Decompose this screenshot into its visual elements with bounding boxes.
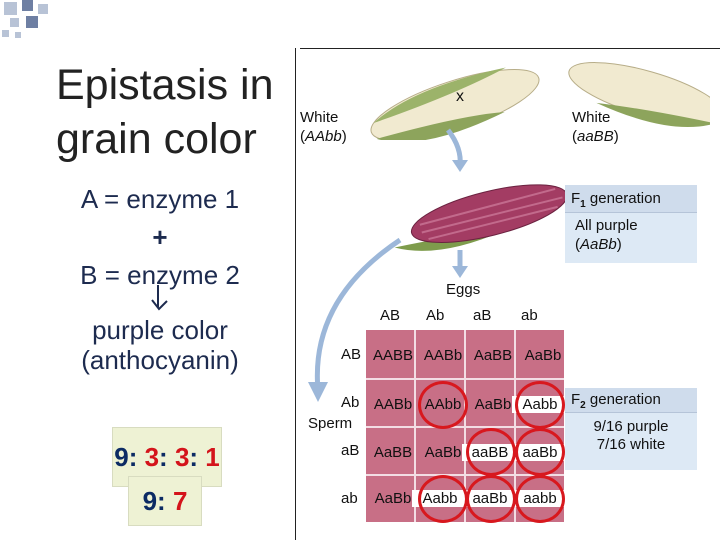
grid-line [366,378,564,380]
sperm-gamete: AB [338,345,364,364]
ratio-part: 3 [144,442,160,472]
sperm-gamete: ab [338,489,361,508]
punnett-cell: AABb [423,347,463,364]
f1-header-sub: 1 [580,199,586,210]
punnett-cell: AAbb [424,396,462,413]
punnett-cell: Aabb [412,490,468,507]
egg-gamete: AB [377,306,403,325]
punnett-cell: aaBb [462,490,518,507]
ratio-part: 9 [142,486,158,516]
f1-header [565,185,697,213]
parent-right-label: White (aaBB) [572,109,619,145]
highlight-circle [418,381,468,429]
ratio-part: 9 [114,442,129,472]
f1-panel [565,185,697,263]
punnett-cell: AaBb [524,347,562,364]
enzyme-pathway [60,180,260,294]
f1-desc-line: All purple [575,217,638,234]
highlight-circle [515,428,565,476]
f2-panel [565,388,697,470]
punnett-cell: AaBB [373,444,413,461]
divider-horizontal [300,48,720,49]
punnett-cell: aaBB [462,444,518,461]
title-line-2: grain color [56,115,257,163]
punnett-cell: aaBb [512,444,568,461]
eggs-label: Eggs [446,281,481,298]
title-line-1: Epistasis in [56,61,274,109]
sperm-label: Sperm [308,415,353,432]
result-line-2: (anthocyanin) [81,345,239,375]
f2-white-fraction: 7/16 white [596,436,666,453]
parent-left-color: White [300,109,339,126]
slide-title [56,58,273,166]
highlight-circle [418,475,468,523]
purple-corn-image [380,178,580,258]
ratio-part: 7 [172,486,188,516]
ratio-part: 1 [205,442,220,472]
punnett-cell: aabb [512,490,568,507]
punnett-cell: AaBb [474,396,512,413]
highlight-circle [515,381,565,429]
pigment-result [40,315,280,375]
egg-gamete: Ab [423,306,447,325]
arrow-down-icon [450,250,480,280]
ratio-sep: : [189,442,206,472]
punnett-cell: AaBb [424,444,462,461]
parent-right-color: White [572,109,611,126]
sperm-gamete: Ab [338,393,362,412]
f1-description: All purple (AaBb) [575,217,638,253]
f2-header-suffix: generation [585,391,661,408]
highlight-circle [466,428,516,476]
plus-sign: + [152,222,168,252]
cross-symbol: x [456,88,464,105]
parent-right-genotype: aaBB [577,128,614,145]
sperm-gamete: aB [338,441,362,460]
punnett-cell: AABb [373,396,413,413]
f2-description [565,418,697,454]
highlight-circle [515,475,565,523]
f1-header-suffix: generation [585,190,661,207]
divider-vertical [295,48,296,540]
enzyme-1-label: A = enzyme 1 [80,184,240,214]
arrow-down-icon [440,128,480,173]
enzyme-2-label: B = enzyme 2 [80,260,240,290]
egg-gamete: ab [518,306,541,325]
parent-left-label: White (AAbb) [300,109,347,145]
parent-left-genotype: AAbb [305,128,342,145]
arrow-down-icon [150,283,174,313]
result-line-1: purple color [92,315,228,345]
ratio-part: 3 [174,442,190,472]
egg-gamete: aB [470,306,494,325]
ratio-box-97 [128,476,202,526]
f1-header-prefix: F [571,190,581,207]
f2-header-sub: 2 [580,400,586,411]
punnett-cell: AABB [372,347,414,364]
ratio-sep: : [128,442,145,472]
f1-genotype: AaBb [580,236,617,253]
punnett-cell: Aabb [512,396,568,413]
f2-header [565,388,697,413]
ratio-sep: : [157,486,173,516]
f2-header-prefix: F [571,391,581,408]
highlight-circle [466,475,516,523]
punnett-cell: AaBb [374,490,412,507]
f2-purple-fraction: 9/16 purple [593,418,669,435]
ratio-sep: : [159,442,175,472]
punnett-cell: AaBB [473,347,513,364]
parent-corn-images [300,55,710,140]
